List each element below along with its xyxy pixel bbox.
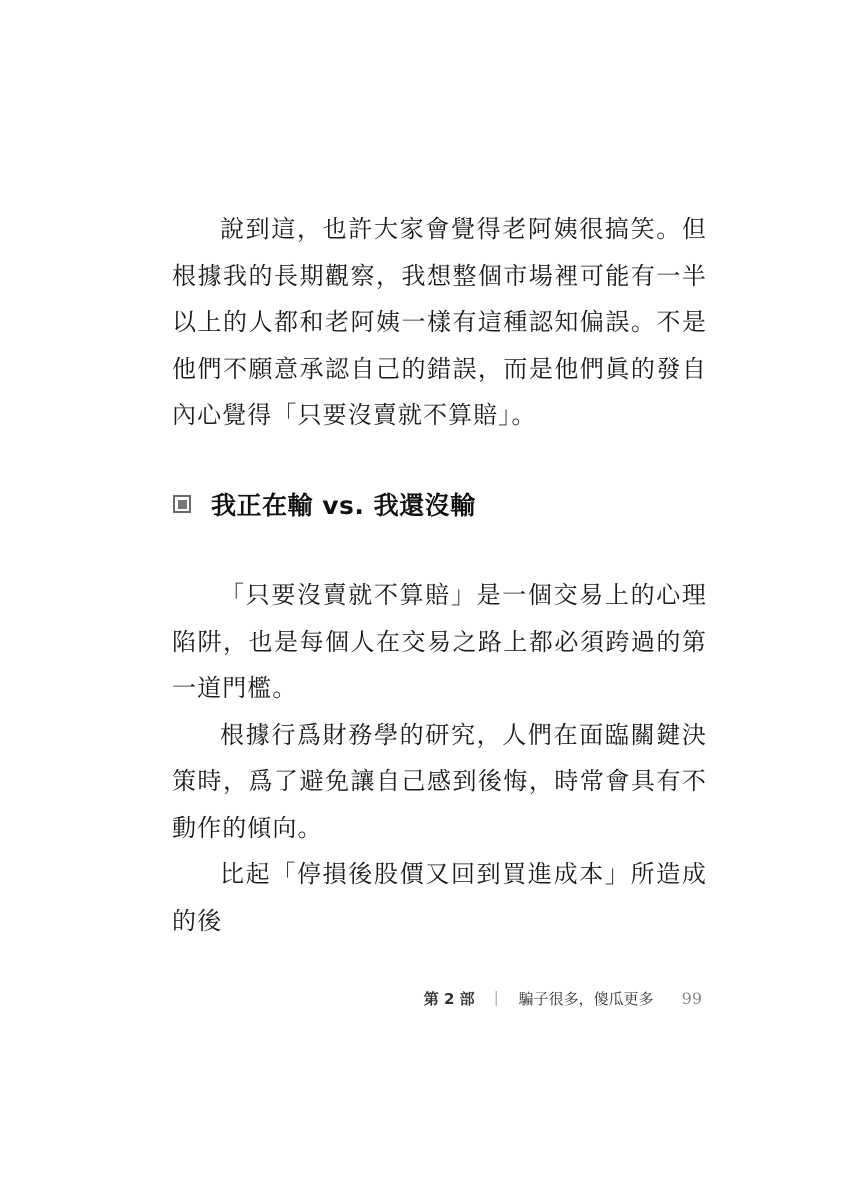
paragraph: 比起「停損後股價又回到買進成本」所造成的後 [172, 860, 707, 935]
body-text-top [172, 206, 707, 439]
paragraph: 「只要沒賣就不算賠」是一個交易上的心理陷阱，也是每個人在交易之路上都必須跨過的第一道門檻。 [172, 581, 707, 702]
square-bullet-icon [173, 495, 191, 513]
paragraph: 說到這，也許大家會覺得老阿姨很搞笑。但根據我的長期觀察，我想整個市場裡可能有一半以上的人都和老阿姨一樣有這種認知偏誤。不是他們不願意承認自己的錯誤，而是他們眞的發自內心覺得「只要沒賣就不算賠」。 [172, 215, 707, 429]
footer-separator: ｜ [488, 989, 504, 1008]
page-footer [424, 986, 702, 1010]
paragraph: 根據行爲財務學的研究，人們在面臨關鍵決策時，爲了避免讓自己感到後悔，時常會具有不動作的傾向。 [172, 720, 707, 842]
page-number: 99 [681, 988, 702, 1008]
body-text-bottom [172, 572, 707, 944]
section-heading [173, 484, 476, 524]
section-heading-text: 我正在輸 vs. 我還沒輸 [211, 491, 476, 520]
footer-chapter-title: 騙子很多，傻瓜更多 [518, 989, 654, 1008]
footer-part-label: 第 2 部 [423, 989, 475, 1008]
